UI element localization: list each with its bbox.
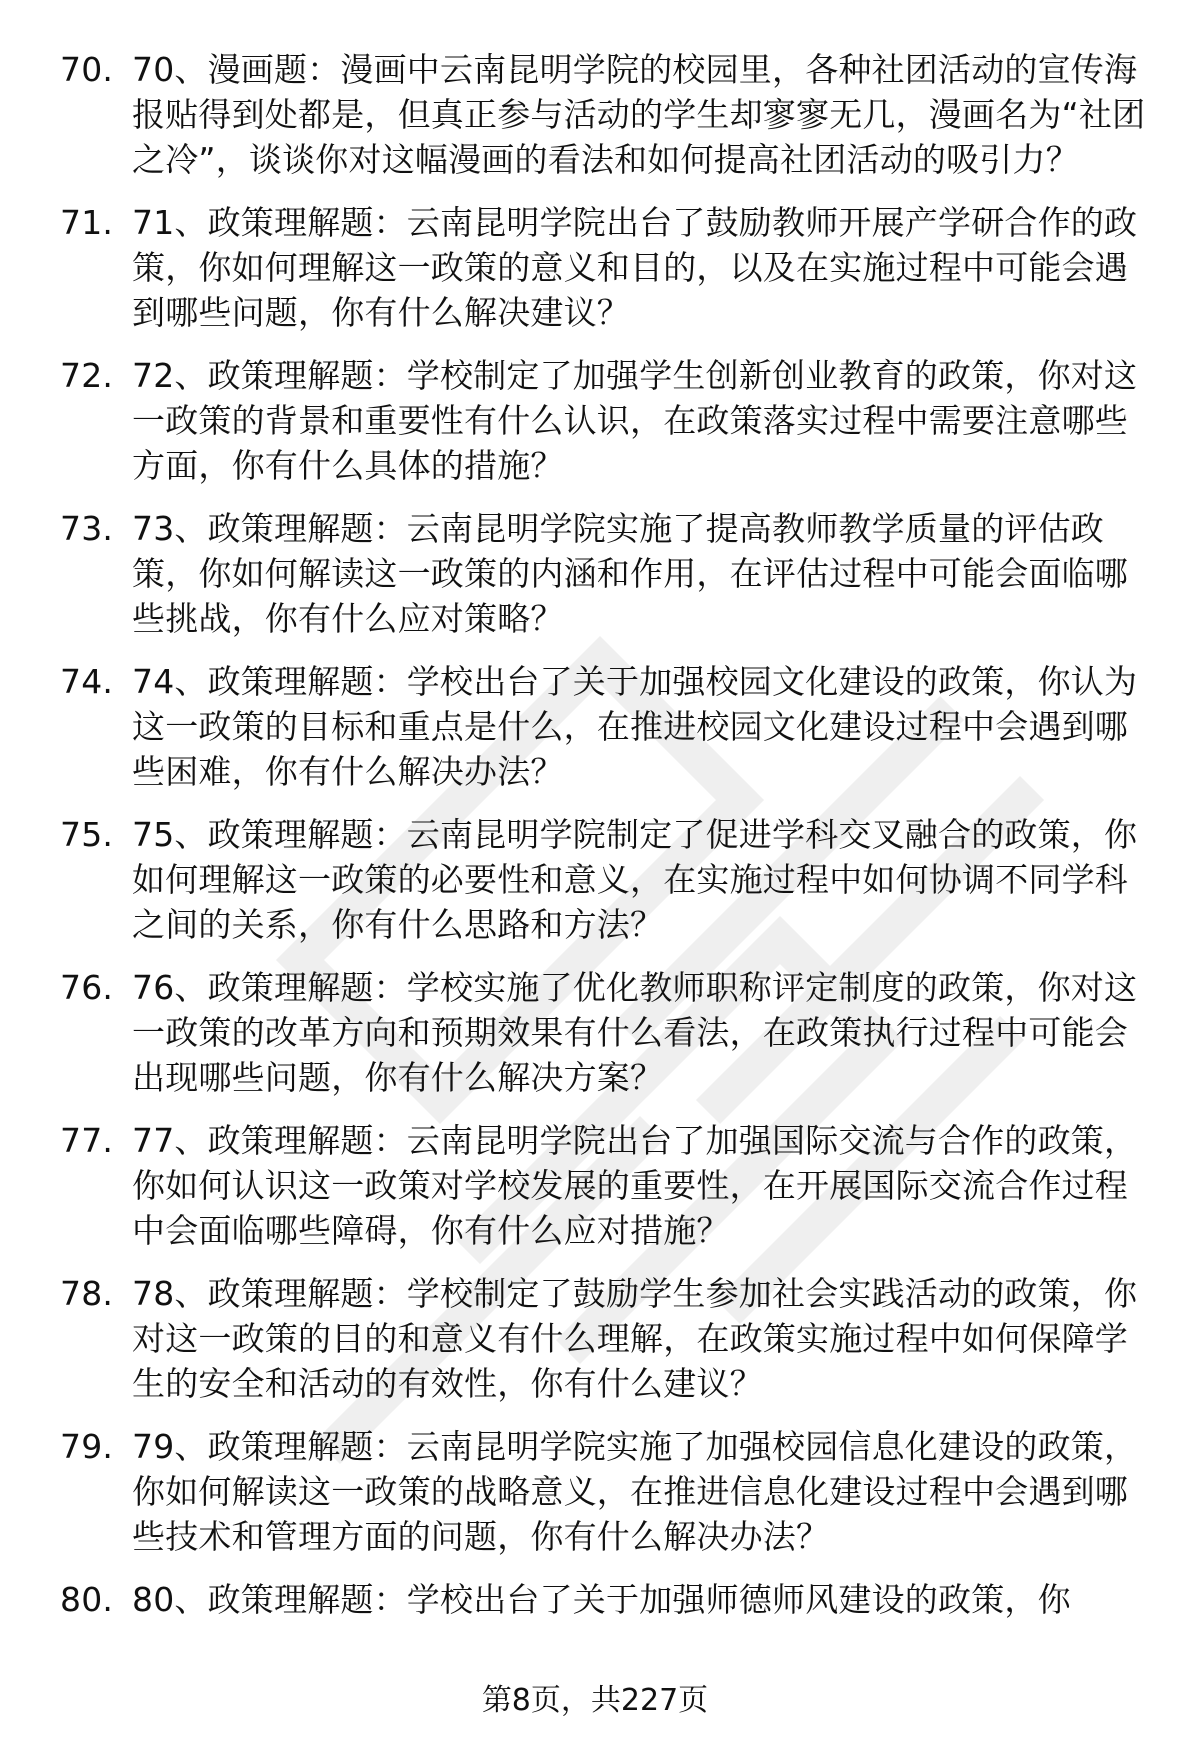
question-text: 70、漫画题：漫画中云南昆明学院的校园里，各种社团活动的宣传海报贴得到处都是，但真正参与活动的学生却寥寥无几，漫画名为“社团之冷”，谈谈你对这幅漫画的看法和如何提高社团活动的吸引力？	[132, 50, 1146, 179]
question-number: 75.	[60, 815, 114, 854]
question-number: 78.	[60, 1274, 114, 1313]
question-text: 78、政策理解题：学校制定了鼓励学生参加社会实践活动的政策，你对这一政策的目的和意义有什么理解，在政策实施过程中如何保障学生的安全和活动的有效性，你有什么建议？	[132, 1274, 1138, 1403]
page-footer	[0, 1681, 1190, 1721]
question-number: 71.	[60, 203, 114, 242]
question-number: 79.	[60, 1427, 114, 1466]
question-number: 80.	[60, 1580, 114, 1619]
list-item	[0, 1118, 1190, 1253]
question-number: 77.	[60, 1121, 114, 1160]
question-text: 71、政策理解题：云南昆明学院出台了鼓励教师开展产学研合作的政策，你如何理解这一政策的意义和目的，以及在实施过程中可能会遇到哪些问题，你有什么解决建议？	[132, 203, 1138, 332]
list-item	[0, 47, 1190, 182]
list-item	[0, 506, 1190, 641]
question-number: 74.	[60, 662, 114, 701]
question-text: 72、政策理解题：学校制定了加强学生创新创业教育的政策，你对这一政策的背景和重要性有什么认识，在政策落实过程中需要注意哪些方面，你有什么具体的措施？	[132, 356, 1138, 485]
question-text: 79、政策理解题：云南昆明学院实施了加强校园信息化建设的政策，你如何解读这一政策的战略意义，在推进信息化建设过程中会遇到哪些技术和管理方面的问题，你有什么解决办法？	[132, 1427, 1138, 1556]
question-text: 74、政策理解题：学校出台了关于加强校园文化建设的政策，你认为这一政策的目标和重点是什么，在推进校园文化建设过程中会遇到哪些困难，你有什么解决办法？	[132, 662, 1138, 791]
question-text: 75、政策理解题：云南昆明学院制定了促进学科交叉融合的政策，你如何理解这一政策的必要性和意义，在实施过程中如何协调不同学科之间的关系，你有什么思路和方法？	[132, 815, 1138, 944]
question-text: 80、政策理解题：学校出台了关于加强师德师风建设的政策，你	[132, 1580, 1071, 1619]
list-item	[0, 812, 1190, 947]
list-item	[0, 659, 1190, 794]
list-item	[0, 1271, 1190, 1406]
list-item	[0, 1577, 1190, 1622]
list-item	[0, 353, 1190, 488]
page-number-label: 第8页，共227页	[481, 1683, 709, 1718]
question-list	[0, 47, 1190, 1640]
list-item	[0, 1424, 1190, 1559]
list-item	[0, 200, 1190, 335]
question-text: 77、政策理解题：云南昆明学院出台了加强国际交流与合作的政策，你如何认识这一政策对学校发展的重要性，在开展国际交流合作过程中会面临哪些障碍，你有什么应对措施？	[132, 1121, 1138, 1250]
question-text: 73、政策理解题：云南昆明学院实施了提高教师教学质量的评估政策，你如何解读这一政策的内涵和作用，在评估过程中可能会面临哪些挑战，你有什么应对策略？	[132, 509, 1128, 638]
question-number: 73.	[60, 509, 114, 548]
question-number: 70.	[60, 50, 114, 89]
question-text: 76、政策理解题：学校实施了优化教师职称评定制度的政策，你对这一政策的改革方向和预期效果有什么看法，在政策执行过程中可能会出现哪些问题，你有什么解决方案？	[132, 968, 1138, 1097]
question-number: 76.	[60, 968, 114, 1007]
question-number: 72.	[60, 356, 114, 395]
list-item	[0, 965, 1190, 1100]
